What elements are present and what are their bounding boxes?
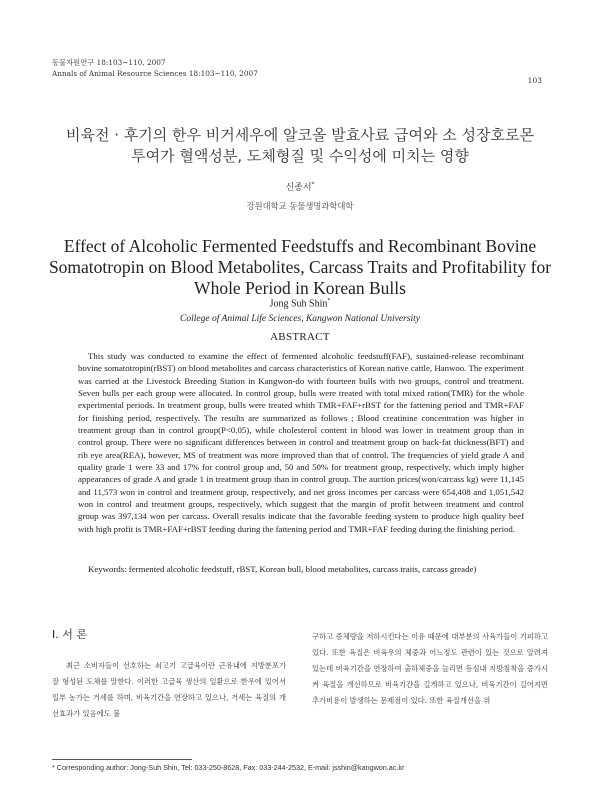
author-en-mark: * xyxy=(327,298,331,304)
footnote-divider xyxy=(52,759,192,760)
page-number: 103 xyxy=(527,76,542,85)
abstract-heading: ABSTRACT xyxy=(270,331,330,343)
title-ko-line1: 비육전 · 후기의 한우 비거세우에 알코올 발효사료 급여와 소 성장호로몬 xyxy=(66,126,534,144)
journal-citation-en: Annals of Animal Resource Sciences 18:103~110, 2007 xyxy=(52,69,258,78)
author-ko xyxy=(0,180,600,193)
author-en xyxy=(0,298,600,309)
abstract-body: This study was conducted to examine the effect of fermented alcoholic feedstuff(FAF), sustained-release recombinant bovine somatotropin(rBST) on blood metabolites and carcass characteristics of Korean native cattle, Hanwoo. The experiment was carried at the Livestock Breeding Station in Kangwon-do with fourteen bulls with two groups, control and treatment. Seven bulls per each group were allocated. In control group, bulls were treated with total mixed ration(TMR) for the whole experimental periods. In treatment group, bulls were treated whith TMR+FAF+rBST for the fattening period and TMR+FAF for finishing period, respectively. The results are summarized as follows ; Blood creatinine concentration was higher in treatment group than in control group(P<0.05), while cholesterol content in blood was lower in treatment group than in control group. There were no significant differences between in control and treatment group on back-fat thickness(BFT) and rib eye area(REA), however, MS of treatment was more improved than that of control. The frequencies of yield grade A and quality grade 1 were 33 and 17% for control group and, 50 and 50% for treatment group, respectively, which imply higher appearances of grade A and grade 1 in treatment group than in control group. The auction prices(won/carcass kg) were 11,145 and 11,573 won in control and treatment group, respectively, and net gross incomes per carcass were 654,408 and 1,051,542 won in control and treatment groups, respectively, which suggest that the margin of profit between treatment and control group was 397,134 won per carcass. Overall results indicate that the favorable feeding system to produce high quality beef with high profit is TMR+FAF+rBST feeding during the fattening period and TMR+FAF feeding during the finishing period. xyxy=(78,351,524,534)
title-ko-line2: 투여가 혈액성분, 도체형질 및 수익성에 미치는 영향 xyxy=(131,147,469,165)
affiliation-ko: 강원대학교 동물생명과학대학 xyxy=(246,201,354,211)
title-en: Effect of Alcoholic Fermented Feedstuffs and Recombinant Bovine Somatotropin on Blood Metabolites, Carcass Traits and Profitability for Whole Period in Korean Bulls xyxy=(48,236,552,298)
corresponding-author-footnote: * Corresponding author: Jong-Suh Shin, Tel: 033-250-8628, Fax: 033-244-2532, E-mail: jsshin@kangwon.ac.kr xyxy=(52,763,405,772)
author-ko-mark: * xyxy=(311,181,315,188)
author-en-name: Jong Suh Shin xyxy=(269,298,328,310)
section-heading-introduction: Ⅰ. 서 론 xyxy=(52,628,87,641)
affiliation-en: College of Animal Life Sciences, Kangwon National University xyxy=(180,314,420,324)
keywords: Keywords: fermented alcoholic feedstuff, rBST, Korean bull, blood metabolites, carcass traits, carcass greade) xyxy=(88,564,477,574)
intro-left-column: 최근 소비자들이 선호하는 쇠고기 고급육이란 근유내에 지방분포가 잘 형성된 도체를 말한다. 이러한 고급육 생산의 일환으로 한우에 있어서 일부 농가는 거세를 하며, 비육기간을 연장하고 있으나, 거세는 육질의 개선효과가 있음에도 불 xyxy=(52,661,286,718)
author-ko-name: 신종서 xyxy=(285,183,312,193)
intro-right-column: 구하고 증체량을 저하시킨다는 이유 때문에 대부분의 사육가들이 기피하고 있다. 또한 육질은 비육우의 체중과 어느정도 관련이 있는 것으로 알려져 있는데 비육기간을 연장하여 출하체중을 늘리면 등심내 지방침착을 증가시켜 육질을 개선하므로 비육기간을 길게하고 있으나, 비육기간이 길어지면 추가비용이 발생하는 문제점이 있다. 또한 육질개선을 위 xyxy=(312,632,548,705)
journal-citation-ko: 동물자원연구 18:103~110, 2007 xyxy=(52,58,166,67)
